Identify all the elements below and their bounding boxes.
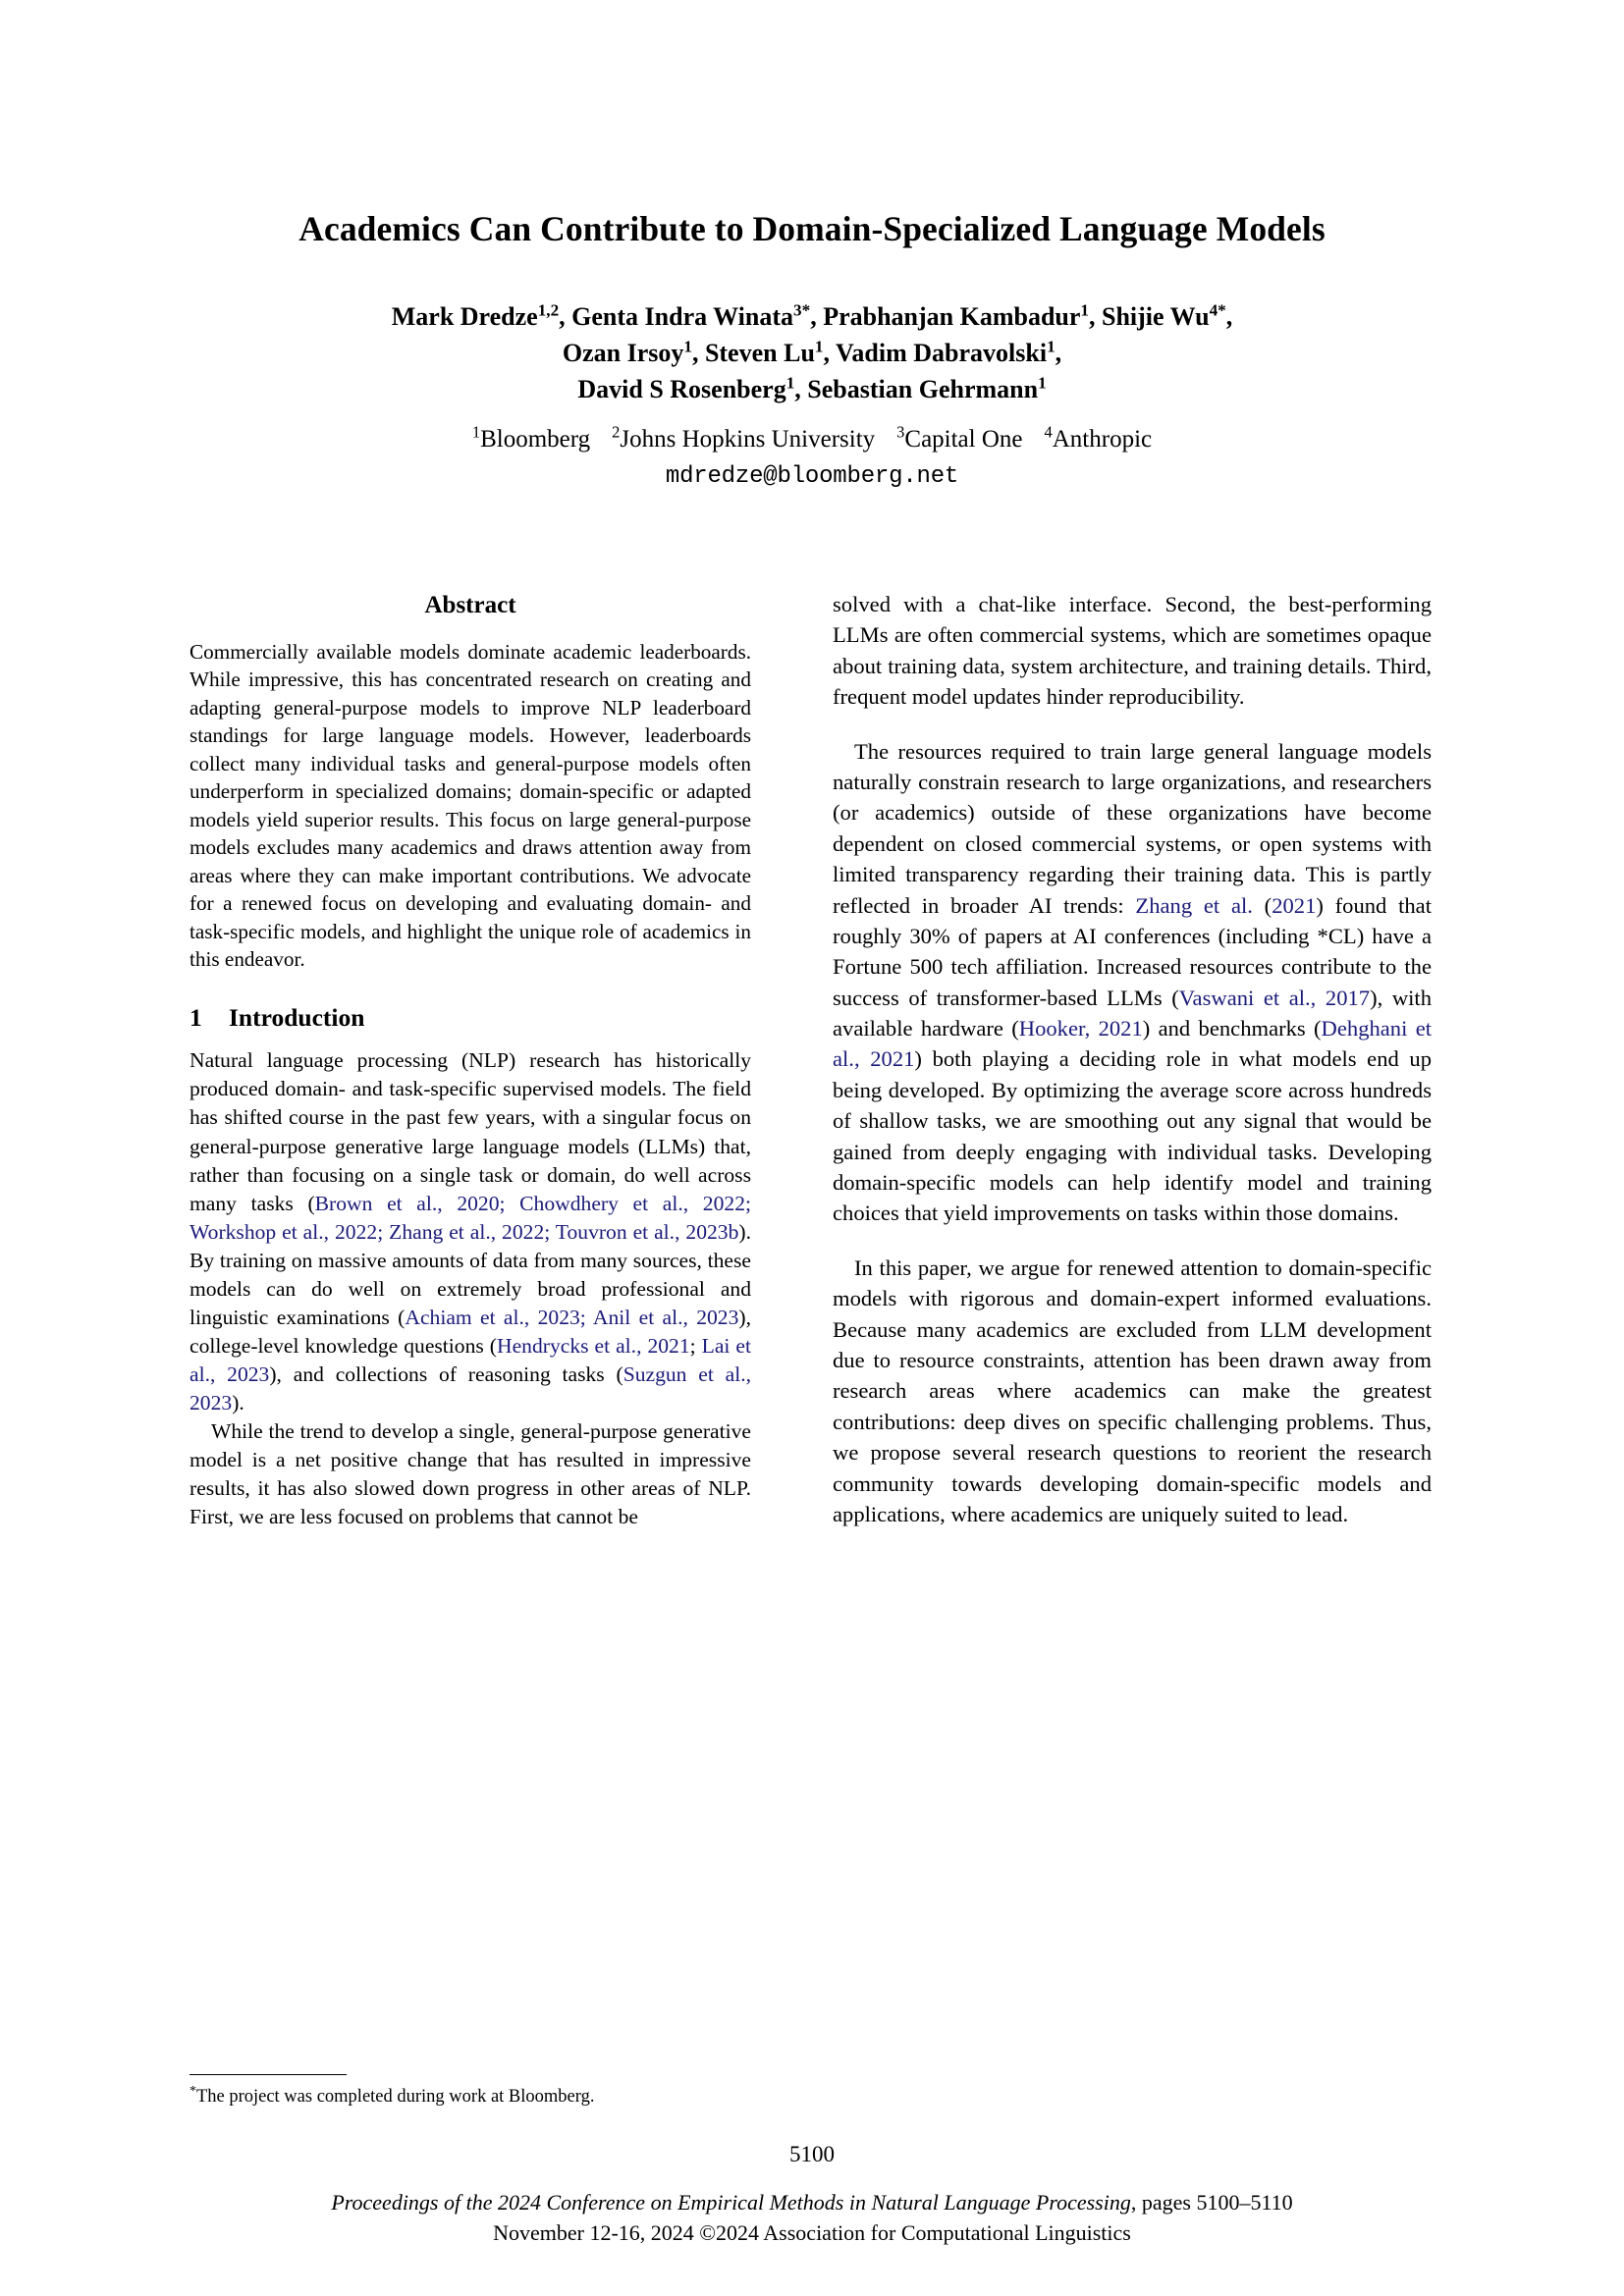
paragraph-text: ( <box>1252 892 1272 918</box>
paragraph-intro-1 <box>189 1046 751 1416</box>
paragraph-text: ) found that roughly 30% of papers at AI conferences (including *CL) have a Fortune 500 tech affiliation. Increased resources contribute to the success of transformer-based LLMs ( <box>833 892 1432 1010</box>
abstract-heading: Abstract <box>424 592 516 618</box>
contact-email[interactable]: mdredze@bloomberg.net <box>665 463 959 490</box>
paragraph-right-2 <box>833 736 1432 1229</box>
paragraph-text: ). By training on massive amounts of data from many sources, these models can do well on extremely broad professional and linguistic examinations ( <box>189 1219 751 1329</box>
paragraph-text: ), with available hardware ( <box>833 985 1432 1041</box>
paragraph-right-3: In this paper, we argue for renewed attention to domain-specific models with rigorous and domain-expert informed evaluations. Because many academics are excluded from LLM development due to resource constraints, attention has been drawn away from research areas where academics can make the greatest contributions: deep dives on specific challenging problems. Thus, we propose several research questions to reorient the research community towards developing domain-specific models and applications, where academics are uniquely suited to lead. <box>833 1255 1432 1526</box>
proceedings-line-1 <box>0 2187 1624 2217</box>
footnote <box>189 2085 751 2109</box>
author-line-2: Ozan Irsoy$^1$, Steven Lu$^1$, Vadim Dabravolski$^1$, <box>562 337 1062 367</box>
abstract-body: Commercially available models dominate academic leaderboards. While impressive, this has concentrated research on creating and adapting general-purpose models to improve NLP leaderboard standings for large language models. However, leaderboards collect many individual tasks and general-purpose models often underperform in specialized domains; domain-specific or adapted models yield superior results. This focus on large general-purpose models excludes many academics and draws attention away from areas where they can make important contributions. We advocate for a renewed focus on developing and evaluating domain- and task-specific models, and highlight the unique role of academics in this endeavor. <box>189 639 751 972</box>
paragraph-text: Natural language processing (NLP) research has historically produced domain- and task-specific supervised models. The field has shifted course in the past few years, with a singular focus on general-purpose generative large language models (LLMs) that, rather than focusing on a single task or domain, do well across many tasks ( <box>189 1048 751 1215</box>
citation-link[interactable]: Achiam et al., 2023; Anil et al., 2023 <box>405 1305 739 1329</box>
section-title: Introduction <box>229 1002 365 1032</box>
citation-link[interactable]: Lai et al., 2023 <box>189 1333 751 1386</box>
paragraph-text: ), college-level knowledge questions ( <box>189 1305 751 1358</box>
paragraph-text: ). <box>232 1390 244 1415</box>
proceedings-line-2: November 12-16, 2024 ©2024 Association for Computational Linguistics <box>493 2220 1131 2246</box>
footnote-marker: * <box>189 2083 196 2099</box>
proceedings-footer <box>0 2187 1624 2248</box>
right-column <box>833 589 1432 1529</box>
section-number: 1 <box>189 1002 202 1032</box>
paragraph-text: The resources required to train large general language models naturally constrain research to large organizations, and researchers (or academics) outside of these organizations have become dependent on closed commercial systems, or open systems with limited transparency regarding their training data. This is partly reflected in broader AI trends: <box>833 738 1432 918</box>
citation-link[interactable]: 2021 <box>1272 892 1317 918</box>
affiliation-3: $^3$Capital One <box>896 422 1023 453</box>
proceedings-pages: , pages 5100–5110 <box>1130 2190 1293 2215</box>
citation-link[interactable]: Vaswani et al., 2017 <box>1178 985 1371 1010</box>
citation-link[interactable]: Hendrycks et al., 2021 <box>496 1333 690 1358</box>
citation-link[interactable]: Brown et al., 2020; Chowdhery et al., 2022; Workshop et al., 2022; Zhang et al., 2022; Touvron et al., 2023b <box>189 1191 751 1244</box>
footnote-text: The project was completed during work at Bloomberg. <box>195 2087 595 2107</box>
citation-link[interactable]: Zhang et al. <box>1135 892 1253 918</box>
citation-link[interactable]: Suzgun et al., 2023 <box>189 1362 751 1415</box>
paragraph-intro-2: While the trend to develop a single, general-purpose generative model is a net positive change that has resulted in impressive results, it has also slowed down progress in other areas of NLP. First, we are less focused on problems that cannot be <box>189 1418 751 1528</box>
paragraph-text: ) both playing a deciding role in what models end up being developed. By optimizing the average score across hundreds of shallow tasks, we are smoothing out any signal that would be gained from deeply engaging with individual tasks. Developing domain-specific models can help identify model and training choices that yield improvements on tasks within those domains. <box>833 1046 1432 1226</box>
page-number: 5100 <box>789 2142 835 2166</box>
left-column <box>189 589 751 1531</box>
affiliation-list <box>177 424 1447 454</box>
citation-link[interactable]: Hooker, 2021 <box>1018 1016 1143 1041</box>
citation-link[interactable]: Dehghani et al., 2021 <box>833 1016 1433 1072</box>
paragraph-text: ) and benchmarks ( <box>1142 1016 1322 1041</box>
paragraph-right-1: solved with a chat-like interface. Second, the best-performing LLMs are often commercial systems, which are sometimes opaque about training data, system architecture, and training details. Third, frequent model updates hinder reproducibility. <box>833 592 1432 710</box>
paragraph-text: ), and collections of reasoning tasks ( <box>269 1362 623 1386</box>
author-line-1: Mark Dredze$^{1,2}$, Genta Indra Winata$^{3*}$, Prabhanjan Kambadur$^1$, Shijie $Wu^{4*}$, <box>391 300 1233 331</box>
proceedings-title: Proceedings of the 2024 Conference on Empirical Methods in Natural Language Processing <box>331 2190 1131 2215</box>
page-title: Academics Can Contribute to Domain-Specialized Language Models <box>298 209 1326 248</box>
affiliation-2: $^2$Johns Hopkins University <box>612 422 876 453</box>
paragraph-text: ; <box>689 1333 702 1358</box>
section-heading-introduction <box>189 1003 751 1034</box>
footnote-divider <box>189 2074 347 2075</box>
author-list <box>177 299 1447 408</box>
affiliation-1: $^1$Bloomberg <box>471 422 591 453</box>
author-line-3: David S Rosenberg$^1$, Sebastian Gehrmann$^1$ <box>577 373 1047 403</box>
affiliation-4: $^4$Anthropic <box>1044 422 1153 453</box>
